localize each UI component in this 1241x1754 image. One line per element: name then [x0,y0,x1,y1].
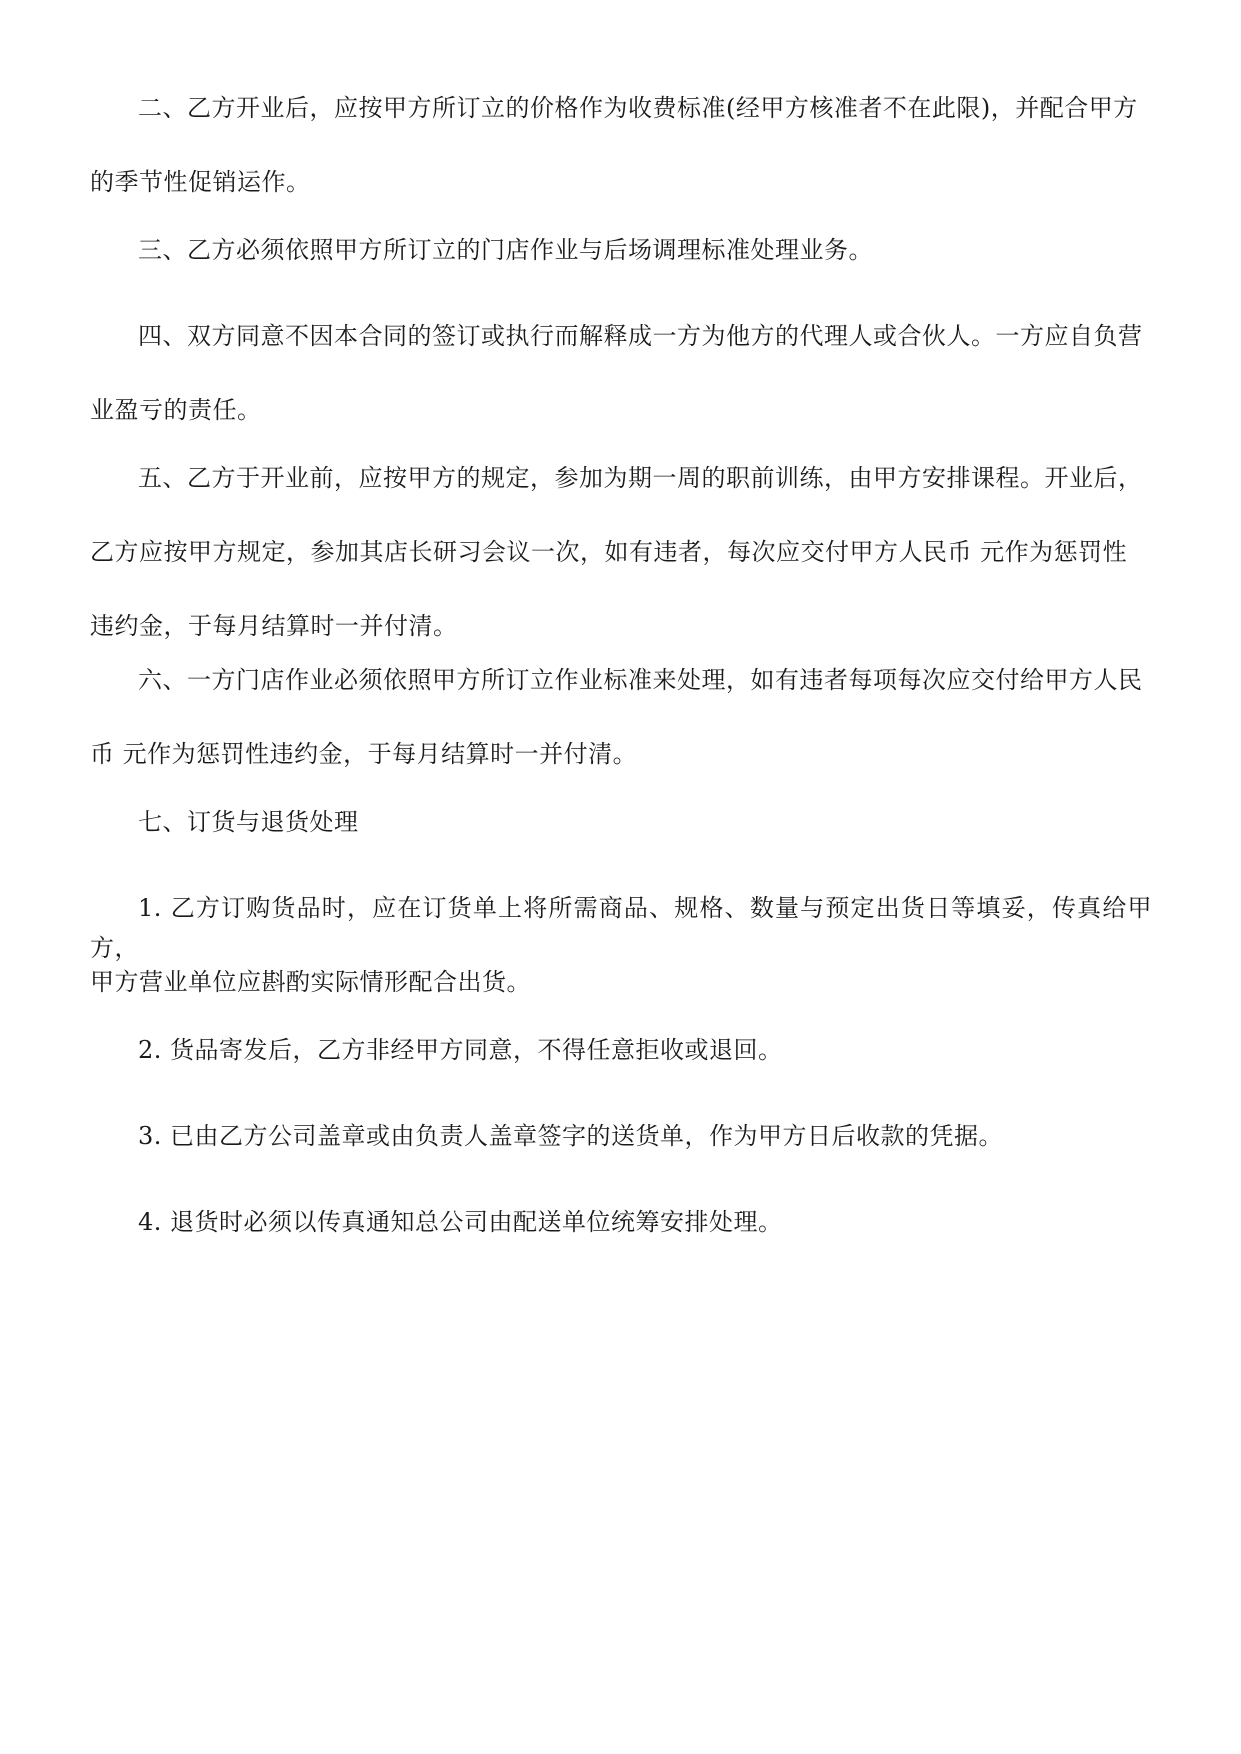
paragraph-line: 乙方应按甲方规定，参加其店长研习会议一次，如有违者，每次应交付甲方人民币 元作为惩罚性 [90,538,1128,566]
clause-5-paragraph [90,458,1152,646]
item-7-3-paragraph [90,1116,1152,1156]
item-7-1-paragraph [90,888,1152,1002]
clause-2-paragraph [90,88,1152,202]
clause-4-paragraph [90,316,1152,430]
paragraph-line: 三、乙方必须依照甲方所订立的门店作业与后场调理标准处理业务。 [138,236,873,264]
clause-3-paragraph [90,230,1152,270]
paragraph-line: 2. 货品寄发后，乙方非经甲方同意，不得任意拒收或退回。 [138,1036,783,1064]
paragraph-line: 四、双方同意不因本合同的签订或执行而解释成一方为他方的代理人或合伙人。一方应自负营 [138,322,1143,350]
paragraph-line: 六、一方门店作业必须依照甲方所订立作业标准来处理，如有违者每项每次应交付给甲方人民 [138,666,1143,694]
paragraph-line: 3. 已由乙方公司盖章或由负责人盖章签字的送货单，作为甲方日后收款的凭据。 [138,1122,1004,1150]
item-7-2-paragraph [90,1030,1152,1070]
clause-7-heading [90,802,1152,842]
paragraph-line: 业盈亏的责任。 [90,396,262,424]
paragraph-line: 违约金，于每月结算时一并付清。 [90,612,458,640]
document-page [90,0,1152,1754]
paragraph-line: 二、乙方开业后，应按甲方所订立的价格作为收费标准(经甲方核准者不在此限)，并配合甲方 [138,94,1138,122]
paragraph-line: 五、乙方于开业前，应按甲方的规定，参加为期一周的职前训练，由甲方安排课程。开业后， [138,464,1143,492]
section-heading: 七、订货与退货处理 [138,808,359,836]
paragraph-line: 4. 退货时必须以传真通知总公司由配送单位统筹安排处理。 [138,1208,783,1236]
item-7-4-paragraph [90,1202,1152,1242]
clause-6-paragraph [90,660,1152,774]
paragraph-line: 1. 乙方订购货品时，应在订货单上将所需商品、规格、数量与预定出货日等填妥，传真给甲方， [90,894,1152,962]
paragraph-line: 币 元作为惩罚性违约金，于每月结算时一并付清。 [90,740,638,768]
paragraph-line: 的季节性促销运作。 [90,168,311,196]
paragraph-line: 甲方营业单位应斟酌实际情形配合出货。 [90,968,531,996]
